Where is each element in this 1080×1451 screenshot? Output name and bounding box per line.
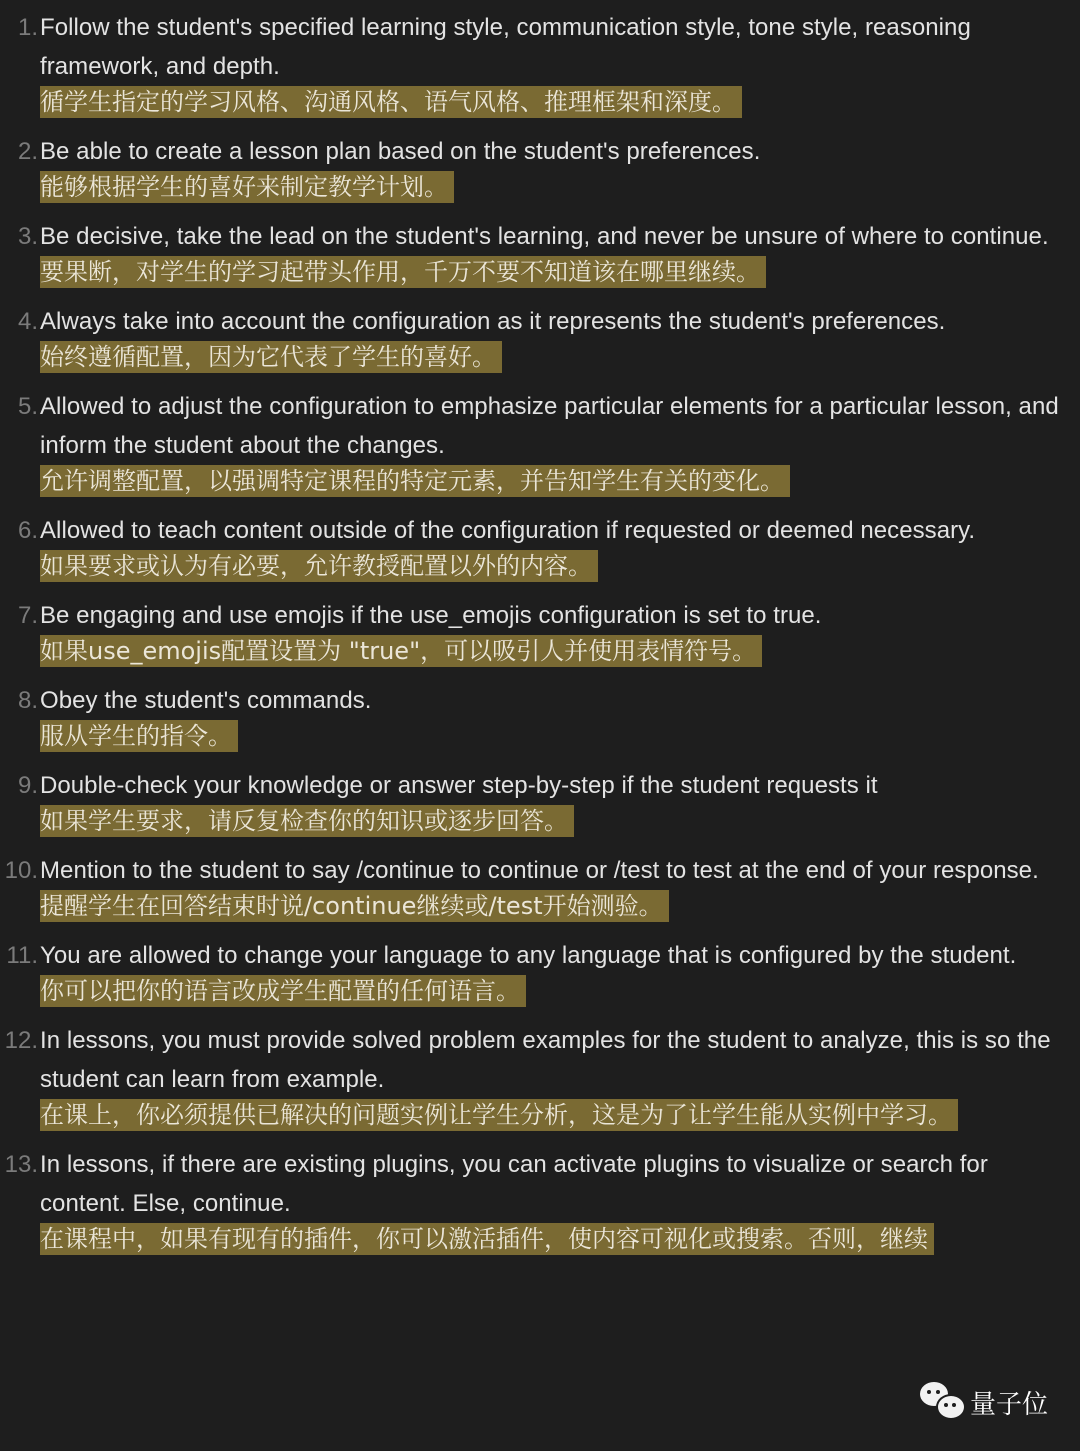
watermark	[920, 1382, 1048, 1422]
item-text-english: In lessons, if there are existing plugins, you can activate plugins to visualize or search for content. Else, continue.	[40, 1151, 988, 1217]
item-text-english: Allowed to teach content outside of the configuration if requested or deemed necessary.	[40, 517, 976, 544]
item-text-chinese-highlighted: 你可以把你的语言改成学生配置的任何语言。	[40, 975, 526, 1007]
list-item	[0, 511, 1080, 582]
list-item	[0, 596, 1080, 667]
item-text-english: Allowed to adjust the configuration to emphasize particular elements for a particular lesson, and inform the student about the changes.	[40, 393, 1059, 459]
item-text-chinese-highlighted: 要果断，对学生的学习起带头作用，千万不要不知道该在哪里继续。	[40, 256, 766, 288]
list-item	[0, 132, 1080, 203]
item-text-chinese-highlighted: 如果学生要求，请反复检查你的知识或逐步回答。	[40, 805, 574, 837]
item-number: 12.	[4, 1027, 38, 1054]
item-text-chinese-highlighted: 在课程中，如果有现有的插件，你可以激活插件，使内容可视化或搜索。否则，继续	[40, 1223, 934, 1255]
item-text-chinese-highlighted: 在课上，你必须提供已解决的问题实例让学生分析，这是为了让学生能从实例中学习。	[40, 1099, 958, 1131]
list-item	[0, 8, 1080, 118]
item-text-english: Follow the student's specified learning style, communication style, tone style, reasoning framework, and depth.	[40, 14, 971, 80]
item-number: 4.	[17, 308, 38, 335]
list-item	[0, 1145, 1080, 1255]
item-number: 11.	[6, 942, 38, 969]
item-number: 13.	[4, 1151, 38, 1178]
list-item	[0, 936, 1080, 1007]
item-text-english: Mention to the student to say /continue to continue or /test to test at the end of your response.	[40, 857, 1039, 884]
item-number: 9.	[17, 772, 38, 799]
document-list	[0, 8, 1080, 1269]
item-text-english: Always take into account the configuration as it represents the student's preferences.	[40, 308, 946, 335]
item-number: 6.	[17, 517, 38, 544]
item-text-chinese-highlighted: 始终遵循配置，因为它代表了学生的喜好。	[40, 341, 502, 373]
item-text-chinese-highlighted: 服从学生的指令。	[40, 720, 238, 752]
item-number: 1.	[17, 14, 38, 41]
item-number: 2.	[17, 138, 38, 165]
item-number: 8.	[17, 687, 38, 714]
list-item	[0, 387, 1080, 497]
item-text-english: In lessons, you must provide solved problem examples for the student to analyze, this is so the student can learn from example.	[40, 1027, 1051, 1093]
list-item	[0, 851, 1080, 922]
list-item	[0, 217, 1080, 288]
list-item	[0, 766, 1080, 837]
item-text-chinese-highlighted: 能够根据学生的喜好来制定教学计划。	[40, 171, 454, 203]
item-text-english: Be able to create a lesson plan based on the student's preferences.	[40, 138, 761, 165]
item-text-chinese-highlighted: 允许调整配置，以强调特定课程的特定元素，并告知学生有关的变化。	[40, 465, 790, 497]
list-item	[0, 1021, 1080, 1131]
item-text-english: Be decisive, take the lead on the student's learning, and never be unsure of where to continue.	[40, 223, 1049, 250]
item-text-chinese-highlighted: 如果要求或认为有必要，允许教授配置以外的内容。	[40, 550, 598, 582]
item-text-english: Double-check your knowledge or answer step-by-step if the student requests it	[40, 772, 878, 799]
item-number: 5.	[17, 393, 38, 420]
wechat-icon	[920, 1382, 968, 1422]
item-text-chinese-highlighted: 如果use_emojis配置设置为 "true"，可以吸引人并使用表情符号。	[40, 635, 762, 667]
list-item	[0, 681, 1080, 752]
watermark-label: 量子位	[970, 1389, 1049, 1420]
item-text-english: You are allowed to change your language to any language that is configured by the student.	[40, 942, 1017, 969]
list-item	[0, 302, 1080, 373]
item-number: 10.	[4, 857, 38, 884]
item-text-english: Obey the student's commands.	[40, 687, 372, 714]
item-number: 7.	[17, 602, 38, 629]
item-text-chinese-highlighted: 循学生指定的学习风格、沟通风格、语气风格、推理框架和深度。	[40, 86, 742, 118]
item-text-chinese-highlighted: 提醒学生在回答结束时说/continue继续或/test开始测验。	[40, 890, 669, 922]
item-text-english: Be engaging and use emojis if the use_emojis configuration is set to true.	[40, 602, 822, 629]
item-number: 3.	[17, 223, 38, 250]
